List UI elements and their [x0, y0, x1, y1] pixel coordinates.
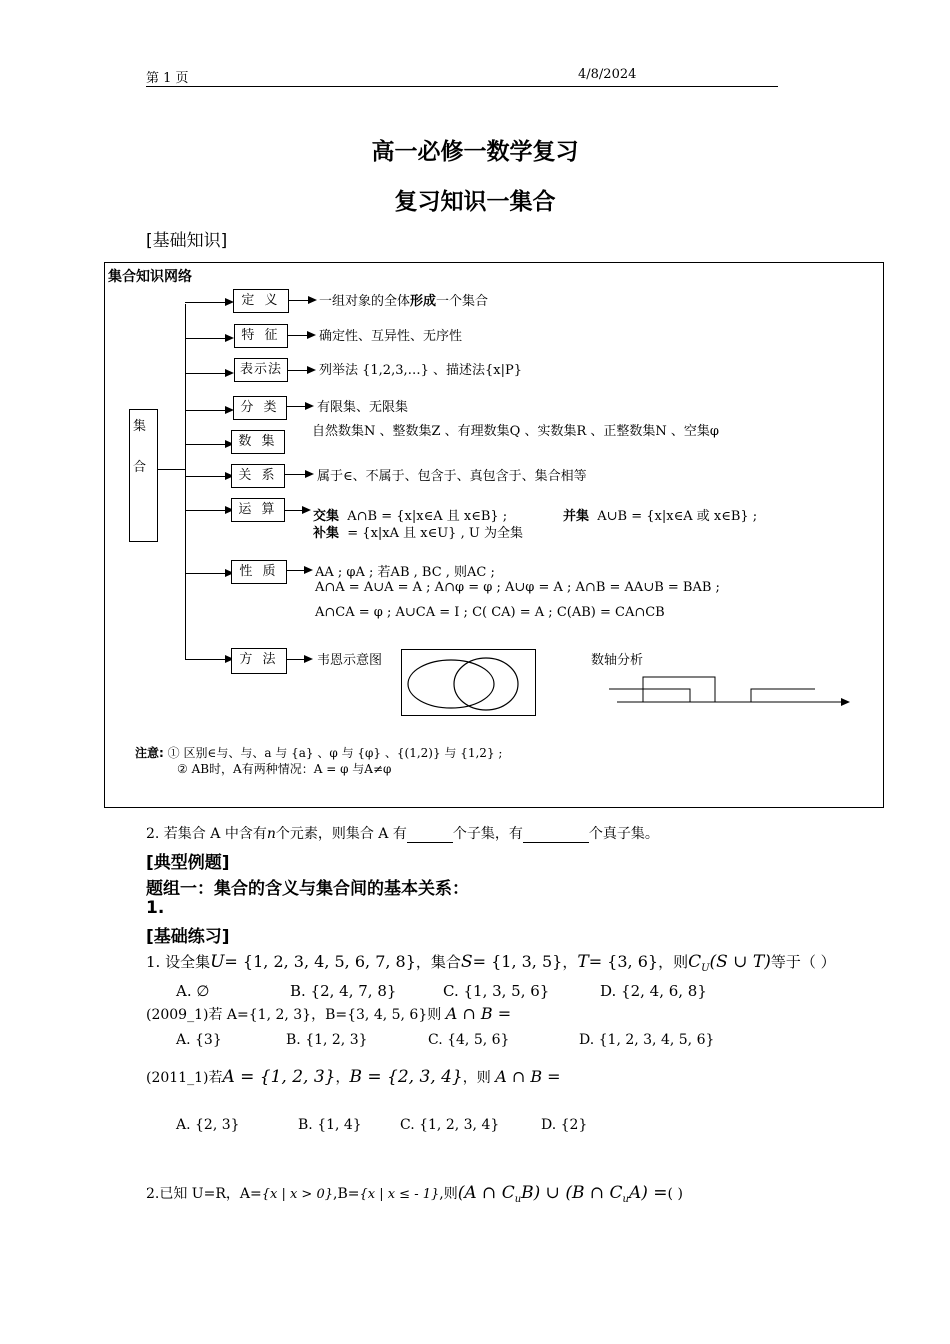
- methods-number-line-label: 数轴分析: [591, 653, 644, 668]
- branch-text-definition: 一组对象的全体形成一个集合: [319, 294, 489, 309]
- practice-2011-option-c: C. {1, 2, 3, 4}: [400, 1117, 500, 1133]
- header-rule: [146, 86, 778, 87]
- branch-text-classification: 有限集、无限集: [317, 400, 409, 415]
- properties-line-2: A∩A = A∪A = A ; A∩φ = φ ; A∪φ = A ; A∩B = AA∪B = BAB ;: [315, 580, 720, 595]
- note-line-2: ② AB时，A有两种情况：A = φ 与A≠φ: [177, 762, 392, 776]
- question-subsets: 2. 若集合 A 中含有n个元素，则集合 A 有 个子集，有 个真子集。: [146, 826, 659, 842]
- branch-box-definition: 定 义: [233, 289, 289, 313]
- practice-2011-option-d: D. {2}: [541, 1117, 588, 1133]
- practice-2011-option-b: B. {1, 4}: [298, 1117, 362, 1133]
- branch-text-relations: 属于∈、不属于、包含于、真包含于、集合相等: [317, 469, 587, 484]
- operation-intersection: 交集 A∩B = {x|x∈A 且 x∈B} ;: [313, 509, 508, 524]
- practice-2009-option-b: B. {1, 2, 3}: [286, 1032, 368, 1048]
- trunk-line: [185, 304, 186, 660]
- blank-subsets[interactable]: [407, 826, 453, 843]
- question-complement: 2.已知 U=R，A={x | x > 0},B={x | x ≤ - 1},则(A ∩ $C_uB$) ∪ (B ∩ $C_uA$) =( ): [146, 1183, 683, 1205]
- operation-union: 并集 A∪B = {x|x∈A 或 x∈B} ;: [563, 509, 758, 524]
- main-title: 高一必修一数学复习: [371, 139, 579, 165]
- practice-1-option-c: C. {1, 3, 5, 6}: [443, 982, 550, 1000]
- practice-2011-option-a: A. {2, 3}: [176, 1117, 240, 1133]
- basics-heading: [基础知识]: [146, 231, 228, 251]
- branch-box-classification: 分 类: [233, 396, 287, 420]
- practice-2009-option-a: A. {3}: [176, 1032, 222, 1048]
- knowledge-network-diagram: [104, 262, 884, 808]
- header-date: 4/8/2024: [578, 67, 637, 82]
- branch-text-representation: 列举法 {1,2,3,…} 、描述法{x|P}: [319, 363, 523, 378]
- root-char-1: 集: [133, 419, 147, 434]
- root-connector: [157, 469, 185, 470]
- branch-box-representation: 表示法: [234, 358, 288, 382]
- header-page-number: 第 1 页: [146, 71, 189, 86]
- branch-box-methods: 方 法: [231, 648, 287, 674]
- root-char-2: 合: [133, 460, 147, 475]
- branch-box-relations: 关 系: [231, 464, 285, 488]
- operation-complement: 补集 = {x|xA 且 x∈U} , U 为全集: [313, 526, 523, 541]
- practice-1-option-d: D. {2, 4, 6, 8}: [600, 982, 707, 1000]
- practice-2009-option-d: D. {1, 2, 3, 4, 5, 6}: [579, 1032, 715, 1048]
- practice-2011-stem: (2011_1)若A = {1, 2, 3}，B = {2, 3, 4}，则 A ∩ B =: [146, 1067, 561, 1087]
- practice-1-stem: 1. 设全集U= {1, 2, 3, 4, 5, 6, 7, 8}，集合S= {1, 3, 5}，T= {3, 6}，则$C_U(S$ ∪ T)等于（ ）: [146, 952, 836, 974]
- branch-text-number-sets: 自然数集N 、整数集Z 、有理数集Q 、实数集R 、正整数集N 、空集φ: [312, 424, 719, 439]
- item-one: 1.: [146, 898, 165, 918]
- methods-venn-label: 韦恩示意图: [317, 653, 383, 668]
- practice-2009-option-c: C. {4, 5, 6}: [428, 1032, 510, 1048]
- venn-diagram: [401, 649, 537, 717]
- branch-text-features: 确定性、互异性、无序性: [319, 329, 463, 344]
- practice-heading: [基础练习]: [146, 927, 230, 947]
- practice-1-option-b: B. {2, 4, 7, 8}: [290, 982, 397, 1000]
- branch-box-number-sets: 数 集: [231, 430, 285, 454]
- branch-box-features: 特 征: [234, 324, 288, 348]
- root-box-set: [129, 409, 158, 542]
- branch-box-operations: 运 算: [231, 498, 285, 522]
- diagram-caption: 集合知识网络: [108, 269, 192, 285]
- practice-1-option-a: A. ∅: [176, 982, 210, 1000]
- group-one-heading: 题组一：集合的含义与集合间的基本关系：: [146, 879, 469, 899]
- sub-title: 复习知识一集合: [394, 189, 556, 215]
- properties-line-3: A∩CA = φ ; A∪CA = I ; C( CA) = A ; C(AB) = CA∩CB: [315, 605, 665, 620]
- note-line-1: 注意: ① 区别∈与、与、a 与 {a} 、φ 与 {φ} 、{(1,2)} 与 {1,2} ;: [135, 746, 503, 760]
- typical-examples-heading: [典型例题]: [146, 853, 230, 873]
- blank-proper-subsets[interactable]: [523, 826, 589, 843]
- practice-2009-stem: (2009_1)若 A={1, 2, 3}，B={3, 4, 5, 6}则 A ∩ B =: [146, 1004, 512, 1023]
- properties-line-1: AA ; φA ; 若AB , BC , 则AC ;: [315, 565, 495, 580]
- number-line-diagram: [605, 671, 855, 711]
- branch-box-properties: 性 质: [231, 560, 287, 584]
